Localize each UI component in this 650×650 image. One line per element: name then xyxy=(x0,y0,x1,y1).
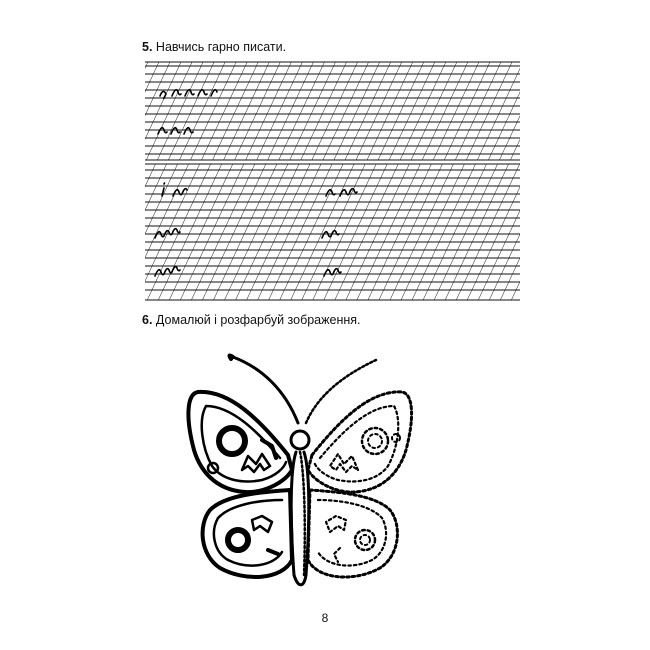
page-number: 8 xyxy=(321,611,329,625)
left-lower-wing xyxy=(203,490,292,577)
writing-block-1[interactable] xyxy=(145,62,520,160)
task-6-number: 6. xyxy=(142,313,153,327)
left-upper-wing xyxy=(188,392,292,492)
right-upper-wing-dotted xyxy=(308,392,412,492)
writing-block-2[interactable] xyxy=(145,164,520,300)
task-5-text: Навчись гарно писати. xyxy=(155,40,287,54)
task-5-number: 5. xyxy=(142,40,153,54)
butterfly-head xyxy=(291,431,309,449)
right-lower-wing-dotted xyxy=(308,490,397,577)
task-6-text: Домалюй і розфарбуй зображення. xyxy=(155,313,361,327)
task-6-title xyxy=(142,313,361,327)
butterfly-picture[interactable] xyxy=(188,355,411,584)
butterfly-body xyxy=(291,452,309,585)
